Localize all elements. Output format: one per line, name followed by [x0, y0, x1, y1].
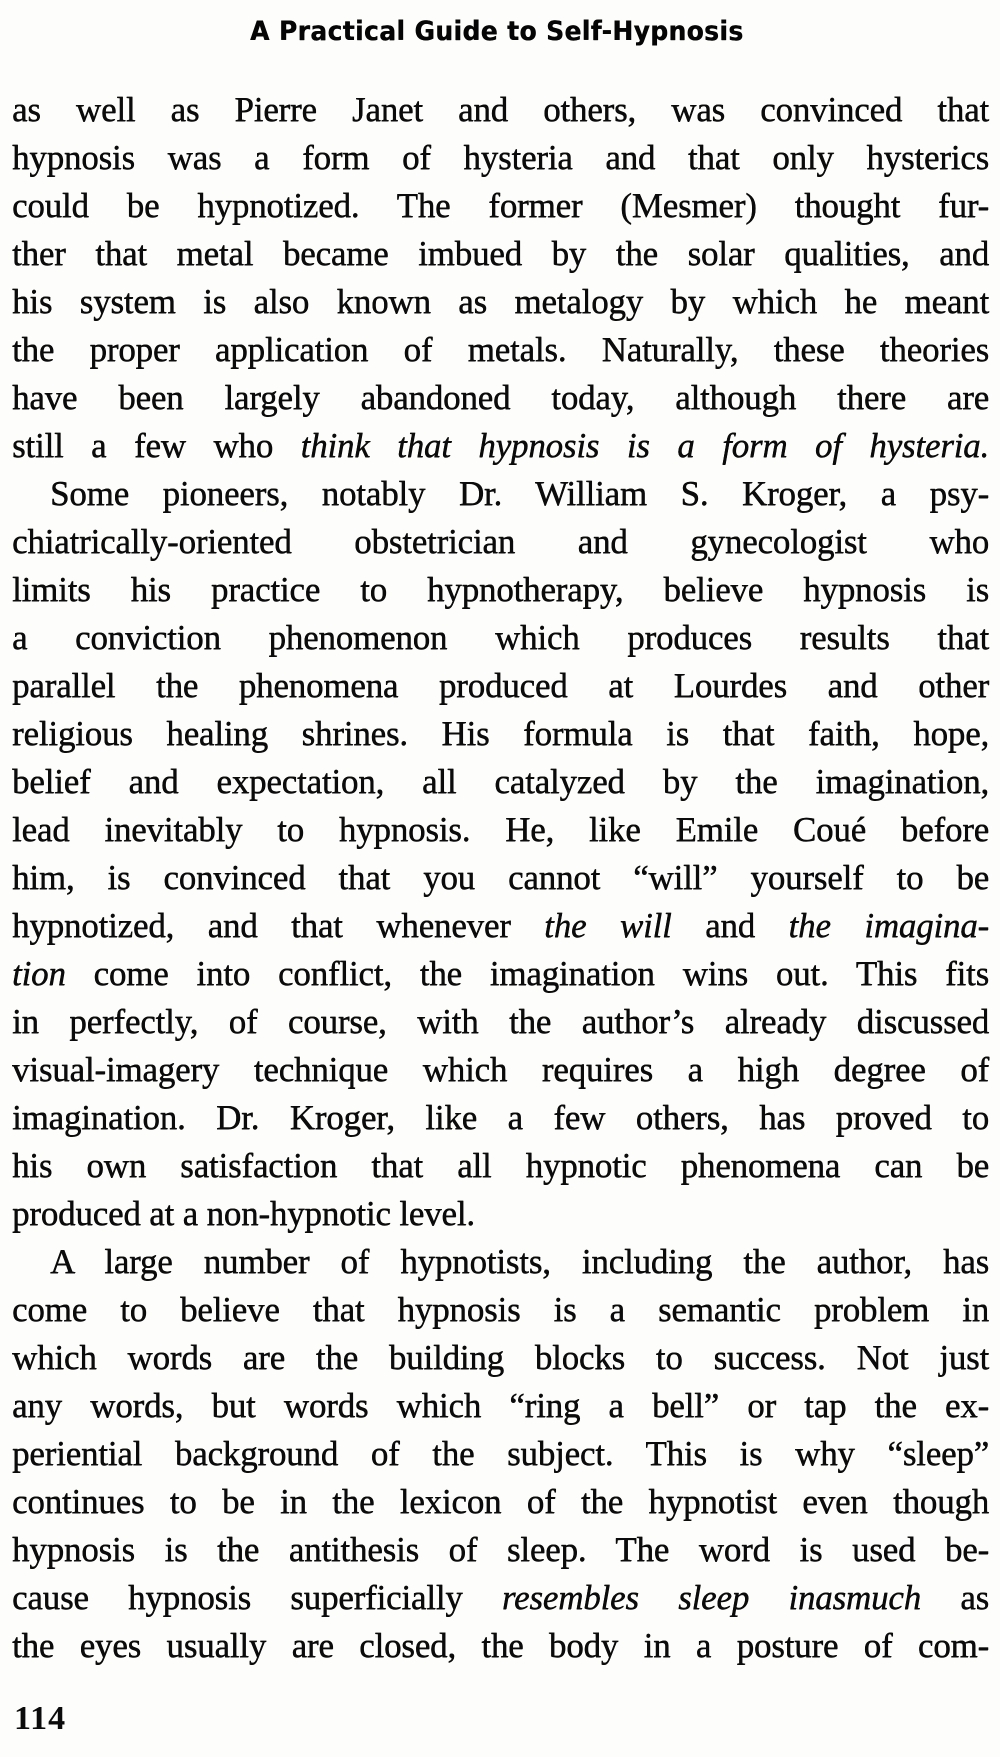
text-line — [12, 806, 989, 854]
body-text: hypnosis was a form of hysteria and that only hysterics — [12, 138, 989, 177]
text-line — [12, 950, 989, 998]
text-line — [12, 422, 989, 470]
text-line — [12, 1430, 989, 1478]
body-text: come to believe that hypnosis is a semantic problem in — [12, 1290, 989, 1329]
text-line — [12, 854, 989, 902]
text-line — [12, 566, 989, 614]
body-text: produced at a non-hypnotic level. — [12, 1194, 475, 1233]
text-line — [12, 662, 989, 710]
body-text: periential background of the subject. This is why “sleep” — [12, 1434, 989, 1473]
body-text: ther that metal became imbued by the solar qualities, and — [12, 234, 989, 273]
body-text: belief and expectation, all catalyzed by the imagination, — [12, 762, 989, 801]
body-text: as — [920, 1578, 990, 1617]
body-text: lead inevitably to hypnosis. He, like Emile Coué before — [12, 810, 989, 849]
page-body — [12, 86, 989, 1670]
emphasized-text: the imagina- — [788, 906, 989, 945]
text-line — [12, 902, 989, 950]
body-text: come into conflict, the imagination wins out. This fits — [65, 954, 989, 993]
text-line — [12, 134, 989, 182]
text-line — [12, 1190, 989, 1238]
body-text: A large number of hypnotists, including the author, has — [50, 1242, 989, 1281]
body-text: the proper application of metals. Naturally, these theories — [12, 330, 989, 369]
page-number: 114 — [14, 1700, 67, 1737]
body-text: in perfectly, of course, with the author’s already discussed — [12, 1002, 989, 1041]
body-text: his system is also known as metalogy by which he meant — [12, 282, 989, 321]
text-line — [12, 1094, 989, 1142]
text-line — [12, 374, 989, 422]
text-line — [12, 518, 989, 566]
body-text: visual-imagery technique which requires a high degree of — [12, 1050, 989, 1089]
text-line — [12, 998, 989, 1046]
emphasized-text: think that hypnosis is a form of hysteria. — [300, 426, 990, 465]
text-line — [12, 230, 989, 278]
body-text: chiatrically-oriented obstetrician and gynecologist who — [12, 522, 989, 561]
body-text: hypnosis is the antithesis of sleep. The word is used be- — [12, 1530, 989, 1569]
text-line — [12, 1574, 989, 1622]
text-line — [12, 1238, 989, 1286]
text-line — [12, 710, 989, 758]
body-text: cause hypnosis superficially — [12, 1578, 502, 1617]
body-text: parallel the phenomena produced at Lourdes and other — [12, 666, 989, 705]
text-line — [12, 1526, 989, 1574]
text-line — [12, 1334, 989, 1382]
body-text: imagination. Dr. Kroger, like a few others, has proved to — [12, 1098, 989, 1137]
text-line — [12, 182, 989, 230]
body-text: still a few who — [12, 426, 301, 465]
body-text: and — [671, 906, 789, 945]
text-line — [12, 1382, 989, 1430]
body-text: which words are the building blocks to success. Not just — [12, 1338, 989, 1377]
body-text: as well as Pierre Janet and others, was convinced that — [12, 90, 989, 129]
running-head: A Practical Guide to Self-Hypnosis — [250, 16, 744, 47]
text-line — [12, 278, 989, 326]
body-text: his own satisfaction that all hypnotic phenomena can be — [12, 1146, 989, 1185]
body-text: the eyes usually are closed, the body in a posture of com- — [12, 1626, 989, 1665]
emphasized-text: the will — [544, 906, 672, 945]
text-line — [12, 614, 989, 662]
body-text: continues to be in the lexicon of the hypnotist even though — [12, 1482, 989, 1521]
text-line — [12, 1622, 989, 1670]
text-line — [12, 1142, 989, 1190]
body-text: have been largely abandoned today, although there are — [12, 378, 989, 417]
emphasized-text: resembles sleep inasmuch — [501, 1578, 921, 1617]
text-line — [12, 326, 989, 374]
text-line — [12, 758, 989, 806]
text-line — [12, 1286, 989, 1334]
text-line — [12, 1478, 989, 1526]
body-text: could be hypnotized. The former (Mesmer) thought fur- — [12, 186, 989, 225]
body-text: limits his practice to hypnotherapy, believe hypnosis is — [12, 570, 989, 609]
text-line — [12, 1046, 989, 1094]
body-text: a conviction phenomenon which produces results that — [12, 618, 989, 657]
text-line — [12, 86, 989, 134]
body-text: Some pioneers, notably Dr. William S. Kroger, a psy- — [50, 474, 989, 513]
body-text: any words, but words which “ring a bell” or tap the ex- — [12, 1386, 989, 1425]
body-text: hypnotized, and that whenever — [12, 906, 545, 945]
body-text: him, is convinced that you cannot “will” yourself to be — [12, 858, 989, 897]
emphasized-text: tion — [12, 954, 66, 993]
body-text: religious healing shrines. His formula is that faith, hope, — [12, 714, 989, 753]
text-line — [12, 470, 989, 518]
